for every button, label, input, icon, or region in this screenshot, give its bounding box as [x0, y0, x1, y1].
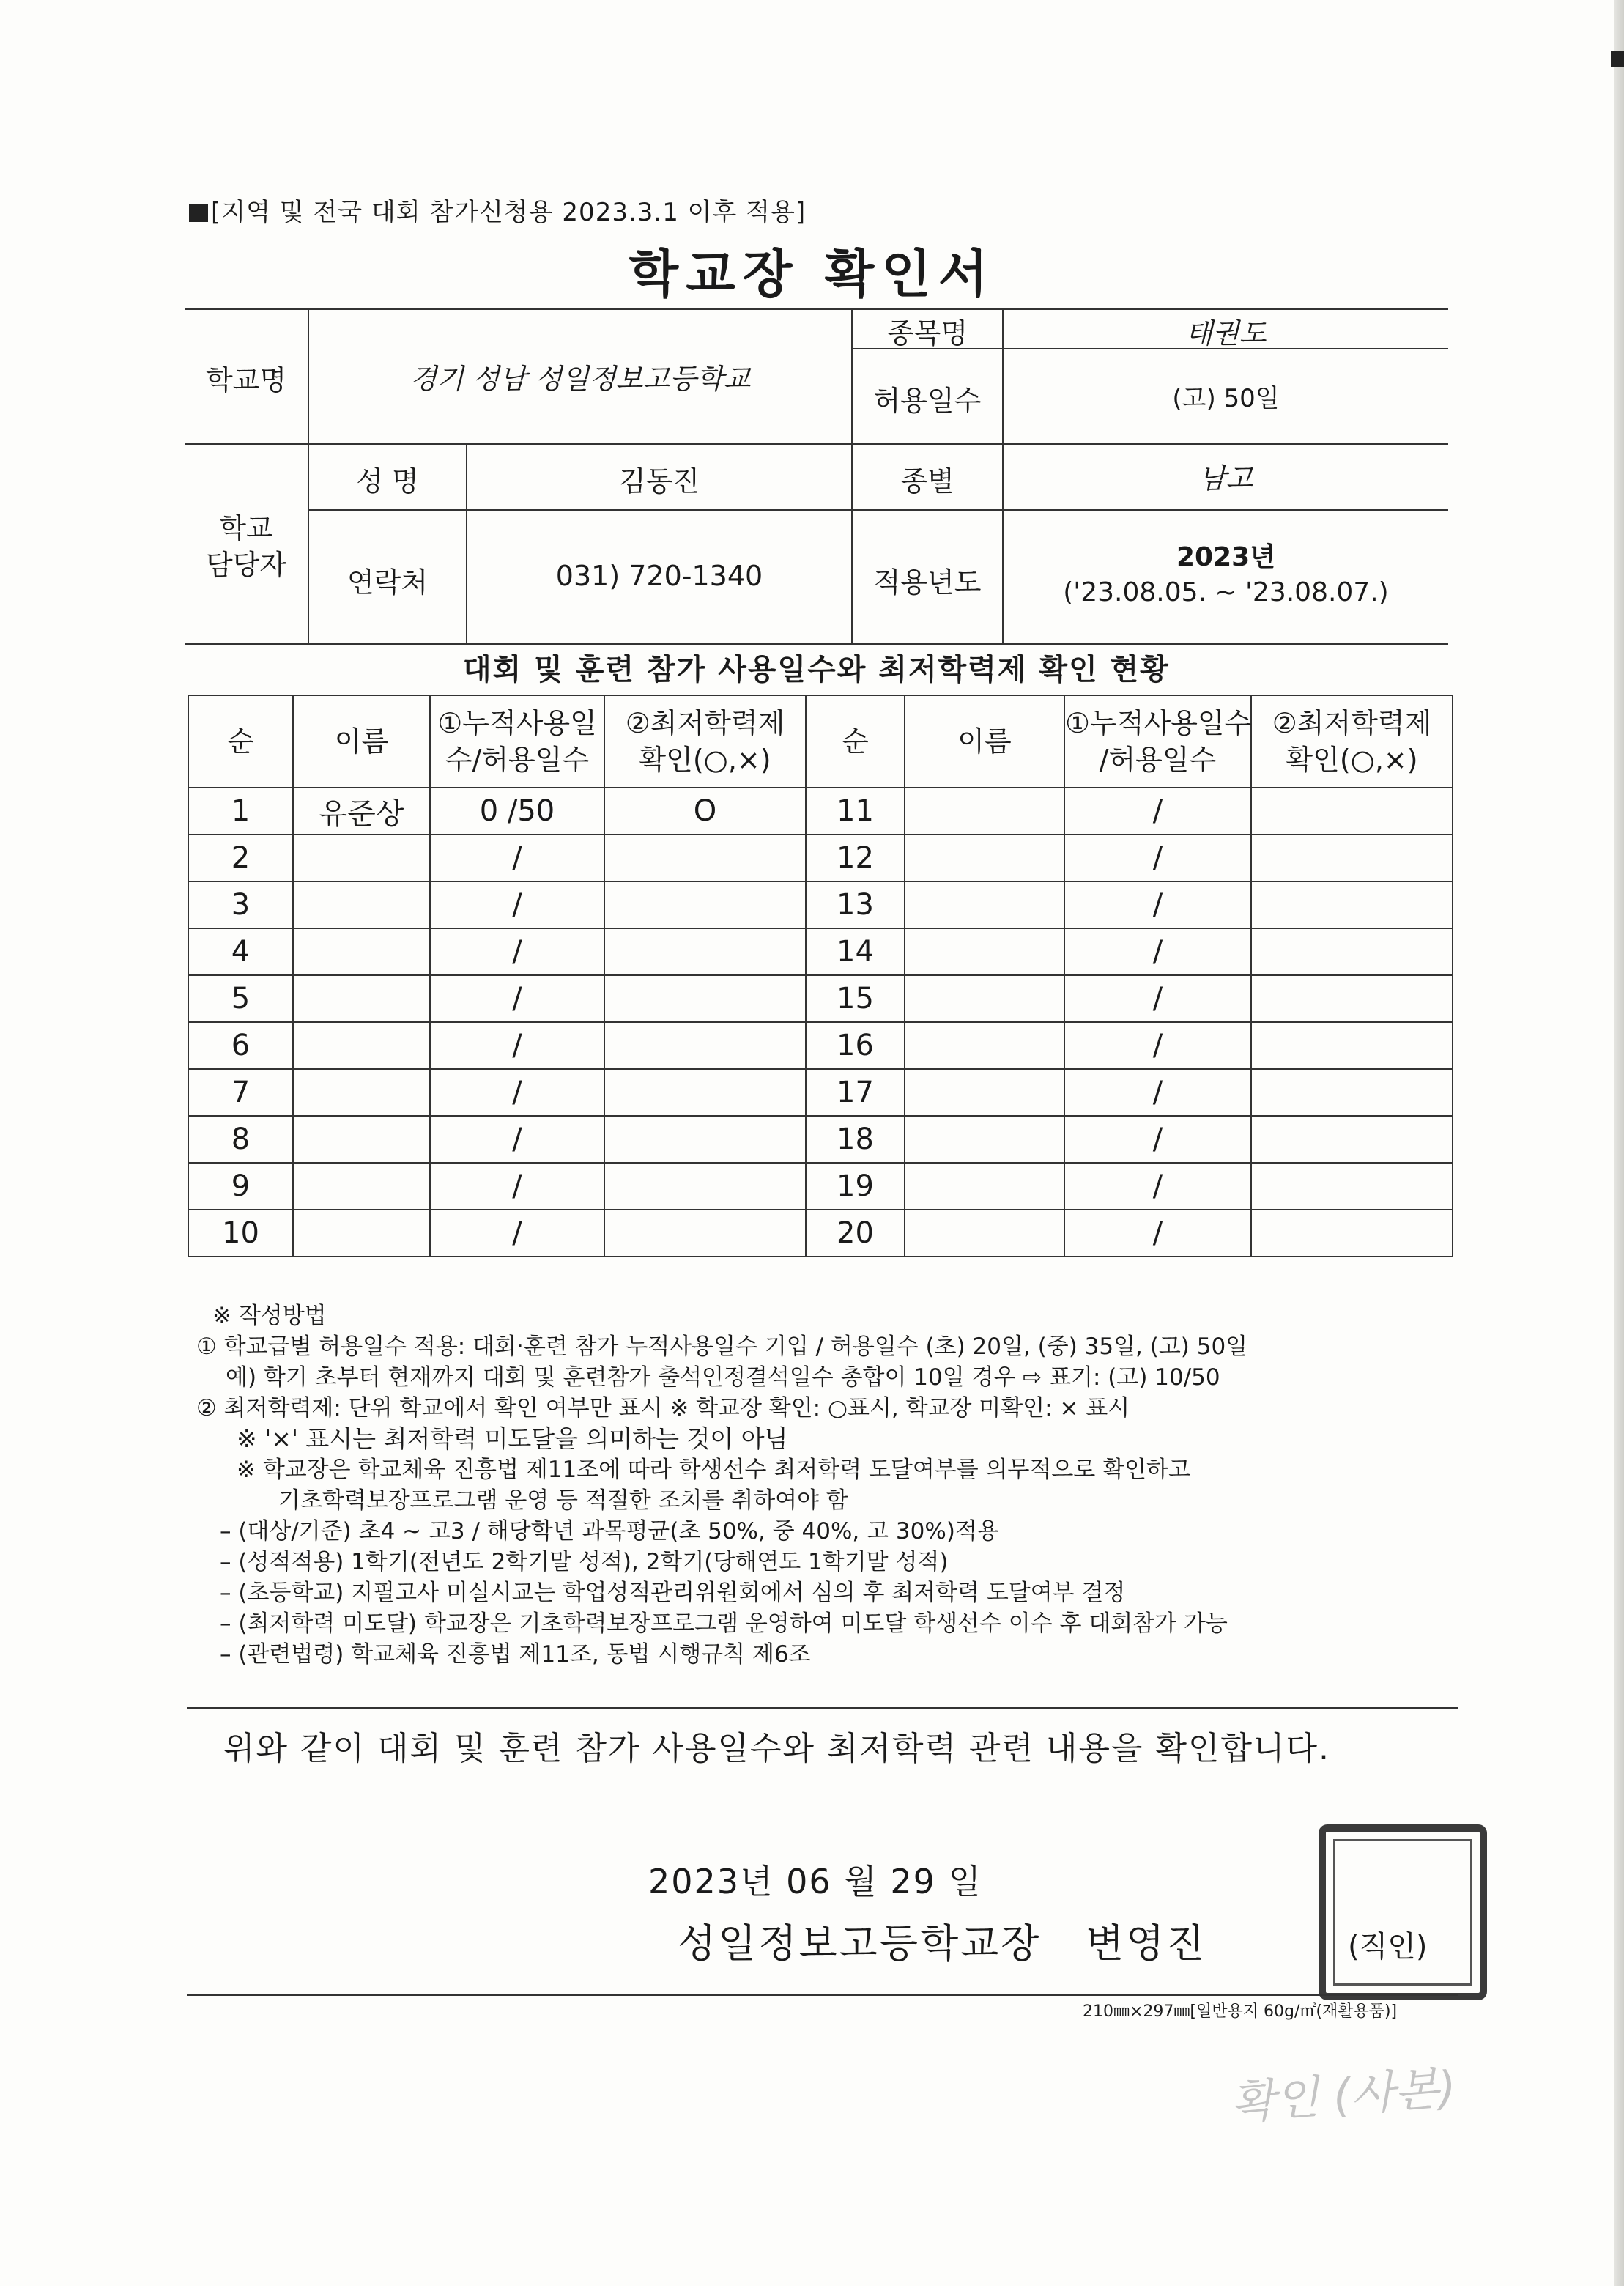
table-row [188, 1069, 1453, 1116]
status-header-row [188, 695, 1453, 788]
row-no-right: 17 [806, 1069, 905, 1116]
row-check-right [1251, 1116, 1453, 1163]
row-check-right [1251, 1069, 1453, 1116]
row-name [293, 975, 430, 1022]
row-no-right: 12 [806, 835, 905, 881]
row-name [293, 1210, 430, 1257]
row-usage: / [430, 975, 604, 1022]
row-name [293, 1116, 430, 1163]
table-row [188, 1116, 1453, 1163]
row-no: 10 [188, 1210, 293, 1257]
header-no-right: 순 [806, 695, 905, 788]
instruction-line: – (관련법령) 학교체육 진흥법 제11조, 동법 시행규칙 제6조 [220, 1641, 811, 1668]
header-check-right [1251, 695, 1453, 788]
table-row [188, 835, 1453, 881]
row-usage: / [430, 1022, 604, 1069]
row-check-right [1251, 1022, 1453, 1069]
seal-label: (직인) [1348, 1930, 1428, 1964]
row-no: 8 [188, 1116, 293, 1163]
row-usage: / [430, 881, 604, 928]
instruction-line: ② 최저학력제: 단위 학교에서 확인 여부만 표시 ※ 학교장 확인: ○표시, 학교장 미확인: × 표시 [196, 1395, 1130, 1421]
instruction-line: – (대상/기준) 초4 ~ 고3 / 해당학년 과목평균(초 50%, 중 40%, 고 30%)적용 [220, 1518, 999, 1545]
row-name-right [905, 835, 1064, 881]
row-usage-right: / [1064, 1022, 1251, 1069]
row-name-right [905, 1069, 1064, 1116]
confirm-top-rule [187, 1707, 1458, 1709]
row-name-right [905, 1022, 1064, 1069]
row-name-right [905, 788, 1064, 835]
instruction-line: ① 학교급별 허용일수 적용: 대회·훈련 참가 누적사용일수 기입 / 허용일수 (초) 20일, (중) 35일, (고) 50일 [196, 1334, 1248, 1360]
row-check [604, 1210, 806, 1257]
header-check-line-2: 확인(○,×) [639, 744, 771, 776]
row-no: 7 [188, 1069, 293, 1116]
issue-date: 2023년 06 월 29 일 [648, 1862, 982, 1901]
applicability-note [189, 192, 806, 228]
row-no-right: 13 [806, 881, 905, 928]
row-check-right [1251, 788, 1453, 835]
row-check-right [1251, 928, 1453, 975]
row-usage-right: / [1064, 1069, 1251, 1116]
paper-spec: 210㎜×297㎜[일반용지 60g/㎡(재활용품)] [1083, 2002, 1398, 2021]
table-row [188, 928, 1453, 975]
manager-label-1: 학교 [219, 512, 273, 544]
header-usage-right-line-2: /허용일수 [1099, 744, 1217, 776]
year-range: ('23.08.05. ~ '23.08.07.) [1063, 577, 1389, 607]
row-usage: / [430, 928, 604, 975]
footer-rule [187, 1994, 1458, 1996]
pencil-annotation: 확인 (사본) [1229, 2060, 1458, 2130]
status-title: 대회 및 훈련 참가 사용일수와 최저학력제 확인 현황 [463, 653, 1170, 687]
info-top-border [185, 308, 1448, 310]
school-value: 경기 성남 성일정보고등학교 [409, 363, 751, 395]
row-usage-right: / [1064, 881, 1251, 928]
row-check [604, 975, 806, 1022]
year-label: 적용년도 [873, 566, 982, 599]
table-row [188, 1022, 1453, 1069]
instruction-line: – (성적적용) 1학기(전년도 2학기말 성적), 2학기(당해연도 1학기말 성적) [220, 1549, 949, 1575]
row-no: 4 [188, 928, 293, 975]
row-name [293, 928, 430, 975]
document-title: 학교장 확인서 [629, 244, 995, 304]
row-no: 3 [188, 881, 293, 928]
row-check [604, 928, 806, 975]
instruction-line: – (초등학교) 지필고사 미실시교는 학업성적관리위원회에서 심의 후 최저학력 도달여부 결정 [220, 1580, 1126, 1606]
table-row [188, 788, 1453, 835]
header-no: 순 [188, 695, 293, 788]
table-row [188, 975, 1453, 1022]
header-check-right-line-1: ②최저학력제 [1272, 707, 1432, 739]
row-check-right [1251, 881, 1453, 928]
row-check [604, 1022, 806, 1069]
header-usage-right-line-1: ①누적사용일수 [1065, 707, 1252, 739]
info-bottom-border [185, 643, 1448, 645]
row-no: 2 [188, 835, 293, 881]
header-usage-line-2: 수/허용일수 [445, 744, 590, 776]
year-value: 2023년 [1176, 542, 1275, 572]
allowed-value: (고) 50일 [1172, 384, 1280, 413]
row-check [604, 1116, 806, 1163]
row-check [604, 835, 806, 881]
row-usage-right: / [1064, 835, 1251, 881]
sport-value: 태권도 [1185, 317, 1267, 349]
row-name [293, 1163, 430, 1210]
row-check [604, 1069, 806, 1116]
principal-signature: 성일정보고등학교장 변영진 [678, 1920, 1207, 1967]
instructions [196, 1301, 1247, 1670]
row-name [293, 835, 430, 881]
row-no-right: 11 [806, 788, 905, 835]
row-check-right [1251, 1163, 1453, 1210]
row-name-right [905, 1116, 1064, 1163]
header-name: 이름 [293, 695, 430, 788]
row-name: 유준상 [293, 788, 430, 835]
row-check-right [1251, 835, 1453, 881]
instructions-heading: ※ 작성방법 [212, 1303, 327, 1329]
row-no: 5 [188, 975, 293, 1022]
status-table [188, 695, 1453, 1257]
header-usage-line-1: ①누적사용일 [437, 707, 597, 739]
info-hline-manager [308, 509, 1448, 511]
row-usage: / [430, 1163, 604, 1210]
row-no: 1 [188, 788, 293, 835]
row-usage: / [430, 835, 604, 881]
instruction-line: 기초학력보장프로그램 운영 등 적절한 조치를 취하여야 함 [278, 1487, 848, 1514]
row-usage-right: / [1064, 928, 1251, 975]
row-no-right: 18 [806, 1116, 905, 1163]
row-usage-right: / [1064, 1163, 1251, 1210]
row-name [293, 1069, 430, 1116]
row-usage-right: / [1064, 975, 1251, 1022]
instruction-line: 예) 학기 초부터 현재까지 대회 및 훈련참가 출석인정결석일수 총합이 10일 경우 ⇨ 표기: (고) 10/50 [226, 1364, 1220, 1391]
row-usage-right: / [1064, 788, 1251, 835]
header-check-right-line-2: 확인(○,×) [1286, 744, 1418, 776]
header-usage [430, 695, 604, 788]
row-no-right: 16 [806, 1022, 905, 1069]
contact-value: 031) 720-1340 [555, 560, 763, 592]
gender-value: 남고 [1198, 462, 1253, 495]
row-name-right [905, 975, 1064, 1022]
row-no-right: 19 [806, 1163, 905, 1210]
row-usage-right: / [1064, 1116, 1251, 1163]
contact-label: 연락처 [346, 566, 429, 599]
name-value: 김동진 [618, 465, 700, 497]
row-usage-right: / [1064, 1210, 1251, 1257]
school-label: 학교명 [205, 364, 287, 396]
row-check [604, 1163, 806, 1210]
square-bullet-icon [189, 204, 208, 222]
row-usage: / [430, 1210, 604, 1257]
row-no: 9 [188, 1163, 293, 1210]
table-row [188, 1210, 1453, 1257]
header-usage-right [1064, 695, 1251, 788]
header-name-right: 이름 [905, 695, 1064, 788]
row-check-right [1251, 975, 1453, 1022]
table-row [188, 1163, 1453, 1210]
sport-label: 종목명 [886, 317, 968, 349]
instruction-line: ※ 학교장은 학교체육 진흥법 제11조에 따라 학생선수 최저학력 도달여부를 의무적으로 확인하고 [237, 1457, 1190, 1483]
row-no-right: 14 [806, 928, 905, 975]
manager-label-2: 담당자 [205, 549, 287, 581]
header-check [604, 695, 806, 788]
row-check [604, 881, 806, 928]
name-label: 성 명 [356, 465, 419, 497]
instruction-line: ※ '×' 표시는 최저학력 미도달을 의미하는 것이 아님 [237, 1424, 788, 1453]
row-check: O [604, 788, 806, 835]
instruction-line: – (최저학력 미도달) 학교장은 기초학력보장프로그램 운영하여 미도달 학생선수 이수 후 대회참가 가능 [220, 1610, 1228, 1637]
info-mid-border [185, 443, 1448, 445]
table-row [188, 881, 1453, 928]
row-name-right [905, 881, 1064, 928]
row-no-right: 15 [806, 975, 905, 1022]
allowed-label: 허용일수 [873, 385, 982, 417]
row-name [293, 1022, 430, 1069]
scan-mark [1611, 51, 1624, 67]
row-usage: / [430, 1116, 604, 1163]
row-check-right [1251, 1210, 1453, 1257]
row-name-right [905, 1163, 1064, 1210]
row-usage: 0 /50 [430, 788, 604, 835]
official-seal [1319, 1824, 1487, 2000]
row-no: 6 [188, 1022, 293, 1069]
row-name-right [905, 1210, 1064, 1257]
row-no-right: 20 [806, 1210, 905, 1257]
scan-edge [1614, 0, 1624, 2286]
row-usage: / [430, 1069, 604, 1116]
applicability-note-text: [지역 및 전국 대회 참가신청용 2023.3.1 이후 적용] [211, 198, 807, 227]
row-name-right [905, 928, 1064, 975]
gender-label: 종별 [900, 465, 954, 497]
header-check-line-1: ②최저학력제 [625, 707, 785, 739]
confirmation-text: 위와 같이 대회 및 훈련 참가 사용일수와 최저학력 관련 내용을 확인합니다. [223, 1730, 1330, 1767]
row-name [293, 881, 430, 928]
